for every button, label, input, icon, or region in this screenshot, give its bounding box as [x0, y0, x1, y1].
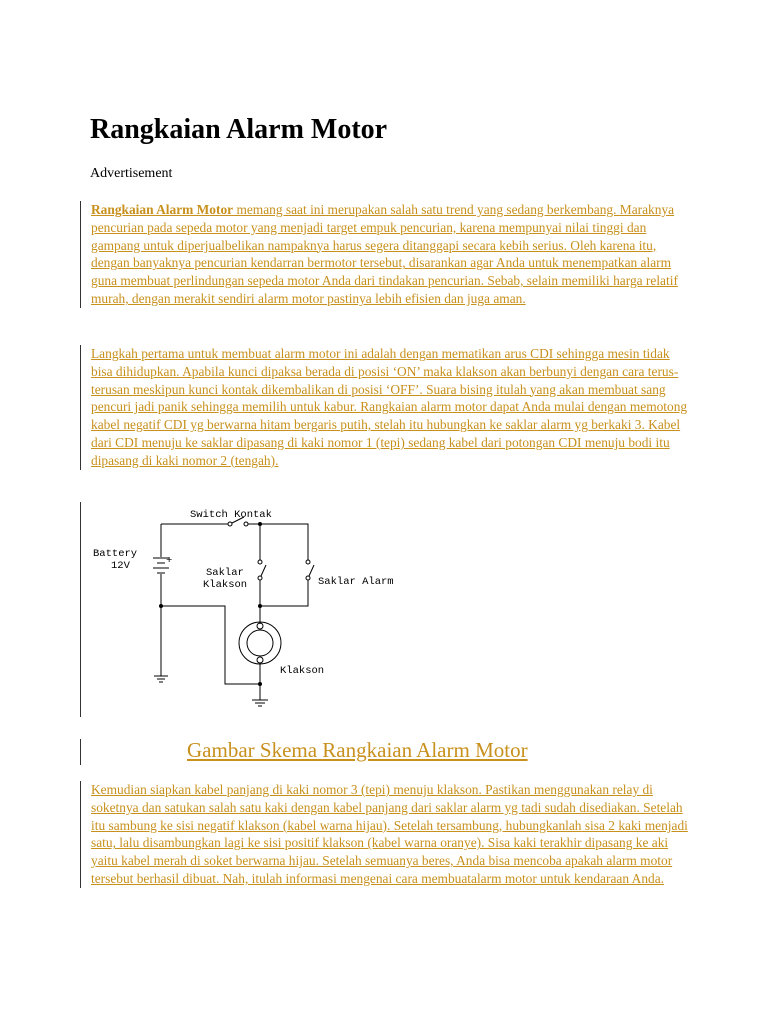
wire-mid-left: [161, 606, 260, 684]
switch-kontak-contact-left: [228, 522, 232, 526]
advertisement-label: Advertisement: [90, 166, 173, 181]
paragraph-step-two[interactable]: Kemudian siapkan kabel panjang di kaki nomor 3 (tepi) menuju klakson. Pastikan menggunakan relay di soketnya dan satukan salah satu kaki dengan kabel panjang dari saklar alarm yg tadi sudah disediakan. Setelah itu sambung ke sisi negatif klakson (kabel warna hijau). Setelah tersambung, hubungkanlah sisa 2 kaki menjadi satu, lalu disambungkan lagi ke sisi positif klakson (kabel warna oranye). Sisa kaki terakhir dipasang ke aki yaitu kabel merah di soket berwarna hijau. Setelah semuanya beres, Anda bisa mencoba apakah alarm motor tersebut berhasil dibuat. Nah, itulah informasi mengenai cara membuatalarm motor untuk kendaraan Anda.: [91, 782, 688, 886]
intro-lead-link[interactable]: Rangkaian Alarm Motor: [91, 202, 234, 217]
label-klakson-switch: Klakson: [203, 579, 248, 591]
label-klakson: Klakson: [280, 665, 325, 677]
blockquote-diagram: [80, 502, 421, 717]
diagram-caption[interactable]: Gambar Skema Rangkaian Alarm Motor: [187, 738, 528, 762]
blockquote-intro: [80, 201, 691, 308]
intro-text: memang saat ini merupakan salah satu trend yang sedang berkembang. Maraknya pencurian pada sepeda motor yang menjadi target empuk pencurian, karena mempunyai nilai tinggi dan gampang untuk diperjualbelikan nampaknya harus segera ditanggapi secara kebih serius. Oleh karena itu, dengan banyaknya pencurian kendarran bermotor tersebut, disarankan agar Anda untuk menempatkan alarm guna membuat perlindungan sepeda motor Anda dari tindakan pencurian. Sebab, selain memiliki harga relatif murah, dengan merakit sendiri alarm motor pastinya lebih efisien dan juga aman.: [91, 202, 678, 306]
label-switch-kontak: Switch Kontak: [190, 509, 272, 521]
page-title: Rangkaian Alarm Motor: [90, 114, 388, 145]
label-battery-voltage: 12V: [111, 560, 130, 572]
wire-saklar-alarm-down: [260, 580, 308, 606]
label-battery-plus: +: [166, 555, 173, 567]
paragraph-intro[interactable]: [91, 201, 691, 308]
horn-inner: [247, 630, 273, 656]
blockquote-step-two: [80, 781, 691, 888]
horn-outer: [239, 622, 281, 664]
label-battery: Battery: [93, 548, 138, 560]
label-saklar: Saklar: [206, 567, 244, 579]
circuit-diagram: [80, 502, 410, 717]
switch-kontak-contact-right: [244, 522, 248, 526]
label-saklar-alarm: Saklar Alarm: [318, 576, 394, 588]
blockquote-step-one: [80, 345, 691, 470]
wire-top-right: [248, 524, 308, 560]
saklar-klakson-blade: [261, 565, 266, 576]
paragraph-step-one[interactable]: Langkah pertama untuk membuat alarm motor ini adalah dengan mematikan arus CDI sehingga mesin tidak bisa dihidupkan. Apabila kunci dipaksa berada di posisi ‘ON’ maka klakson akan berbunyi dengan cara terus-terusan meskipun kunci kontak dikembalikan di posisi ‘OFF’. Suara bising itulah yang akan membuat sang pencuri jadi panik sehingga memilih untuk kabur. Rangkaian alarm motor dapat Anda mulai dengan memotong kabel negatif CDI yg berwarna hitam bergaris putih, stelah itu hubungkan ke saklar alarm yg berkaki 3. Kabel dari CDI menuju ke saklar dipasang di kaki nomor 1 (tepi) sedang kabel dari potongan CDI menuju bodi itu dipasang di kaki nomor 2 (tengah).: [91, 346, 688, 468]
saklar-alarm-blade: [309, 565, 314, 576]
